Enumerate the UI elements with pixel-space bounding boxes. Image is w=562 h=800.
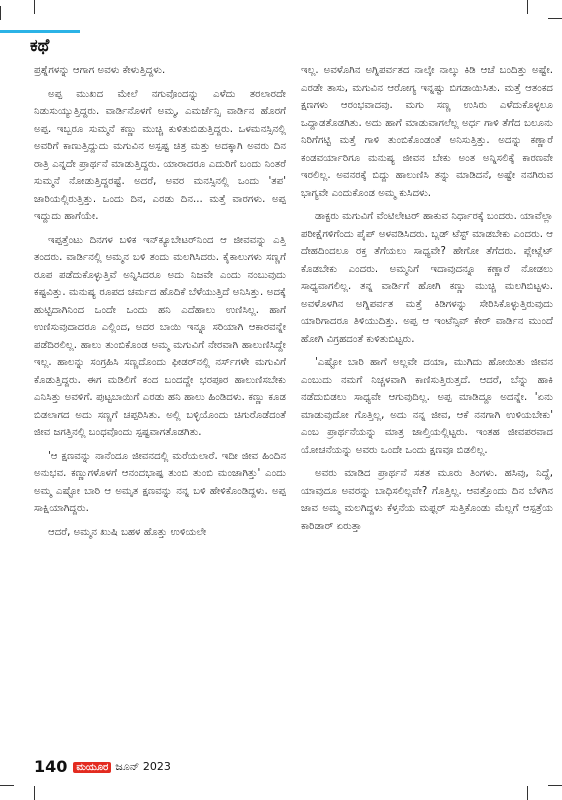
page-header bbox=[0, 30, 562, 64]
crop-mark bbox=[527, 0, 528, 14]
crop-mark bbox=[0, 6, 1, 20]
paragraph: ಇಪ್ಪತ್ತೆಂಟು ದಿನಗಳ ಬಳಿಕ ಇನ್‌ಕ್ಯೂಬೇಟರ್‌ನಿಂದ ಆ ಜೀವವನ್ನು ಎತ್ತಿ ತಂದರು. ವಾರ್ಡಿನಲ್ಲಿ ಅಮ್ಮನ ಬಳಿ ತಂದು ಮಲಗಿಸಿದರು. ಕೈಕಾಲುಗಳು ಸಣ್ಣಗೆ ರೂಪ ಪಡೆದುಕೊಳ್ಳುತ್ತಿವೆ ಅನ್ನಿಸಿದರೂ ಅದು ನಿಜವೇ ಎಂದು ನಂಬುವುದು ಕಷ್ಟವಿತ್ತು. ಮನುಷ್ಯ ರೂಪದ ಚರ್ಮದ ಹೊದಿಕೆ ಬೆಳೆಯುತ್ತಿದೆ ಅನಿಸಿತ್ತು. ಅದಕ್ಕೆ ಹುಟ್ಟಿದಾಗಿನಿಂದ ಒಂದೇ ಒಂದು ಹನಿ ಎದೆಹಾಲು ಉಣಿಸಿಲ್ಲ. ಹಾಗೆ ಉಣಿಸುವುದಾದರೂ ಎಲ್ಲಿಂದ, ಅದರ ಬಾಯಿ ಇನ್ನೂ ಸರಿಯಾಗಿ ಆಕಾರವನ್ನೇ ಪಡೆದಿರಲಿಲ್ಲ. ಹಾಲು ತುಂಬಿಕೊಂಡ ಅಮ್ಮ ಮಗುವಿಗೆ ನೇರವಾಗಿ ಹಾಲುಣಿಸಿದ್ದೇ ಇಲ್ಲ. ಹಾಲನ್ನು ಸಂಗ್ರಹಿಸಿ ಸಣ್ಣದೊಂದು ಫೀಡರ್‌ನಲ್ಲಿ ನರ್ಸ್‌ಗಳೇ ಮಗುವಿಗೆ ಕೊಡುತ್ತಿದ್ದರು. ಈಗ ಮಡಿಲಿಗೆ ಕಂದ ಬಂದದ್ದೇ ಭರಪೂರ ಹಾಲುಣಿಸಬೇಕು ಎನಿಸಿತ್ತು ಅವಳಿಗೆ. ಪುಟ್ಟಬಾಯಿಗೆ ಎರಡು ಹನಿ ಹಾಲು ಹಿಂಡಿದಳು. ಕಣ್ಣು ಕೂಡ ಬಿಡಲಾಗದ ಅದು ಸಣ್ಣಗೆ ಚಪ್ಪರಿಸಿತು. ಅಲ್ಲಿ ಬಳ್ಳಿಯೊಂದು ಚಿಗುರೊಡೆದಂತೆ ಜೀವ ಜಗತ್ತಿನಲ್ಲಿ ಬಂಧವೊಂದು ಸ್ಪಷ್ಟವಾಗತೊಡಗಿತು. bbox=[34, 234, 286, 438]
paragraph: 'ಆ ಕ್ಷಣವನ್ನು ನಾನೆಂದೂ ಜೀವನದಲ್ಲಿ ಮರೆಯಲಾರೆ. ಇದೀ ಜೀವ ಹಿಂದಿನ ಅನುಭವ. ಕಣ್ಣುಗಳೊಳಗೆ ಆನಂದಭಾಷ್ಪ ತುಂಬಿ ತುಂಬಿ ಮಂಜಾಗಿತ್ತು' ಎಂದು ಅಮ್ಮ ಎಷ್ಟೋ ಬಾರಿ ಆ ಅಮೃತ ಕ್ಷಣವನ್ನು ನನ್ನ ಬಳಿ ಹೇಳಿಕೊಂಡಿದ್ದಳು. ಅಪ್ಪ ಸಾಕ್ಷಿಯಾಗಿದ್ದರು. bbox=[34, 450, 286, 514]
paragraph: 'ಎಷ್ಟೋ ಬಾರಿ ಹಾಗೆ ಅಲ್ಲವೇ ದಯಾ, ಮುಗಿದು ಹೋಯಿತು ಜೀವನ ಎಂಬುದು ನಮಗೆ ನಿಚ್ಚಳವಾಗಿ ಕಾಣಿಸುತ್ತಿರುತ್ತದೆ. ಆದರೆ, ಬೆನ್ನು ಹಾಕಿ ನಡೆದುಬಿಡಲು ಸಾಧ್ಯವೇ ಆಗುವುದಿಲ್ಲ. ಅಪ್ಪ ಮಾಡಿದ್ದೂ ಅದನ್ನೇ. 'ಏನು ಮಾಡುವುದೋ ಗೊತ್ತಿಲ್ಲ, ಅದು ನನ್ನ ಜೀವ, ಆಕೆ ನನಗಾಗಿ ಉಳಿಯಬೇಕು' ಎಂಬ ಪ್ರಾರ್ಥನೆಯನ್ನು ಮಾತ್ರ ಜಾಲ್ತಿಯಲ್ಲಿಟ್ಟರು. ಇಂತಹ ಜೀವಪರವಾದ ಯೋಚನೆಯನ್ನು ಅವರು ಒಂದೇ ಒಂದು ಕ್ಷಣವೂ ಬಿಡಲಿಲ್ಲ. bbox=[301, 357, 553, 456]
crop-mark bbox=[34, 786, 35, 800]
paragraph: ಅಪ್ಪ ಮುಖದ ಮೇಲೆ ನಗುವೊಂದನ್ನು ಎಳೆದು ತರಲಾರದೇ ನಿಡುಸುಯ್ಯುತ್ತಿದ್ದರು. ವಾರ್ಡಿನೊಳಗೆ ಅಮ್ಮ, ಎಮರ್ಜೆನ್ಸಿ ವಾರ್ಡಿನ ಹೊರಗೆ ಅಪ್ಪ. ಇಬ್ಬರೂ ಸುಮ್ಮನೆ ಕಣ್ಣು ಮುಚ್ಚಿ ಕುಳಿತುಬಿಡುತ್ತಿದ್ದರು. ಒಳಮನಸ್ಸಿನಲ್ಲಿ ಅವರಿಗೆ ಕಾಣುತ್ತಿದ್ದುದು ಮಗುವಿನ ಅಸ್ಪಷ್ಟ ಚಿತ್ರ ಮತ್ತು ಅದಕ್ಕಾಗಿ ಅವರು ದಿನ ರಾತ್ರಿ ಎನ್ನದೇ ಪ್ರಾರ್ಥನೆ ಮಾಡುತ್ತಿದ್ದರು. ಯಾರಾದರೂ ಎದುರಿಗೆ ಬಂದು ನಿಂತರೆ ಸುಮ್ಮನೆ ನೋಡುತ್ತಿದ್ದರಷ್ಟೆ. ಅದರೆ, ಅವರ ಮನಸ್ಸಿನಲ್ಲಿ ಒಂದು 'ತಪ' ಜಾರಿಯಲ್ಲಿರುತ್ತಿತ್ತು. ಒಂದು ದಿನ, ಎರಡು ದಿನ... ಮತ್ತೆ ವಾರಗಳು. ಅಪ್ಪ ಇದ್ದುದು ಹಾಗೆಯೇ. bbox=[34, 88, 286, 222]
section-title: ಕಥೆ bbox=[30, 36, 50, 56]
page-footer bbox=[34, 757, 171, 779]
crop-mark bbox=[527, 786, 528, 800]
crop-mark bbox=[548, 18, 562, 19]
paragraph: ಇಲ್ಲ. ಅವಳೊಗಿನ ಅಗ್ನಿಪರ್ವತದ ನಾಲ್ಕೇ ನಾಲ್ಕು ಕಿಡಿ ಆಚೆ ಬಂದಿತ್ತು ಅಷ್ಟೇ. ಎರಡೇ ತಾಸು, ಮಗುವಿನ ಆರೋಗ್ಯ ಇನ್ನಷ್ಟು ಬಿಗಡಾಯಿಸಿತು. ಮತ್ತೆ ಆತಂಕದ ಕ್ಷಣಗಳು ಆರಂಭವಾದವು. ಮಗು ಸಣ್ಣ ಉಸಿರು ಎಳೆದುಕೊಳ್ಳಲೂ ಒದ್ದಾಡತೊಡಗಿತು. ಅದು ಹಾಗೆ ಮಾಡುವಾಗಲೆಲ್ಲ ಅರ್ಧ ಗಾಳಿ ತೆಗೆದ ಬಲೂನು ನಿರಿಗೆಗಟ್ಟಿ ಮತ್ತೆ ಗಾಳಿ ತುಂಬಿಕೊಂಡಂತೆ ಅನಿಸುತ್ತಿತ್ತು. ಅದನ್ನು ಕಣ್ಣಾರೆ ಕಂಡವರ್ಯಾರಿಗೂ ಮನುಷ್ಯ ಜೀವನ ಬೇಕು ಅಂತ ಅನ್ನಿಸಲಿಕ್ಕೆ ಕಾರಣವೇ ಇರಲಿಲ್ಲ. ಅವನರಕ್ಕೆ ಬಿದ್ದು ಹಾಲುಣಿಸಿ ತನ್ನು ಮಾಡಿದನೆ, ಅಷ್ಟೇ ನನಗಿರುವ ಭಾಗ್ಯವೇ ಎಂದುಕೊಂಡ ಅಮ್ಮ ಕುಸಿದಳು. bbox=[301, 65, 553, 199]
left-column bbox=[34, 62, 286, 742]
right-column bbox=[301, 62, 553, 742]
crop-mark bbox=[34, 0, 35, 14]
crop-mark bbox=[0, 785, 14, 786]
paragraph: ಆದರೆ, ಅಮ್ಮನ ಖುಷಿ ಬಹಳ ಹೊತ್ತು ಉಳಿಯಲೇ bbox=[48, 526, 207, 538]
paragraph: ಪ್ರಶ್ನೆಗಳನ್ನು ಆಗಾಗ ಅವಳು ಕೇಳುತ್ತಿದ್ದಳು. bbox=[34, 65, 166, 76]
magazine-logo: ಮಯೂರ bbox=[73, 762, 111, 773]
accent-bar bbox=[0, 30, 80, 33]
issue-date: ಜೂನ್ 2023 bbox=[115, 760, 171, 773]
crop-mark bbox=[548, 785, 562, 786]
paragraph: ಅವರು ಮಾಡಿದ ಪ್ರಾರ್ಥನೆ ಸತತ ಮೂರು ತಿಂಗಳು. ಹಸಿವು, ನಿದ್ದೆ, ಯಾವುದೂ ಅವರನ್ನು ಬಾಧಿಸಲಿಲ್ಲವೇ? ಗೊತ್ತಿಲ್ಲ. ಆವತ್ತೊಂದು ದಿನ ಬೆಳಗಿನ ಜಾವ ಅಮ್ಮ ಮಲಗಿದ್ದಳು ಕೆಳ್ತನೆಯ ಮಫ್ಲರ್ ಸುತ್ತಿಕೊಂಡು ಮೆಲ್ಲಗೆ ಆಸ್ಪತ್ರೆಯ ಕಾರಿಡಾರ್ ಏರುತ್ತಾ bbox=[301, 468, 553, 532]
paragraph: ಡಾಕ್ಟರು ಮಗುವಿಗೆ ವೆಂಟಿಲೇಟರ್ ಹಾಕುವ ನಿರ್ಧಾರಕ್ಕೆ ಬಂದರು. ಯಾವೆಲ್ಲಾ ಪರೀಕ್ಷೆಗಳಿಗೆಂದು ಪೈಪ್ ಅಳವಡಿಸಿದರು. ಬ್ಲಡ್ ಟೆಸ್ಟ್ ಮಾಡಬೇಕು ಎಂದರು. ಆ ದೇಹದಿಂದಲೂ ರಕ್ತ ತೆಗೆಯಲು ಸಾಧ್ಯವೇ? ಹೇಗೋ ತೆಗೆದರು. ಪ್ಲೇಟ್ಲೆಟ್ ಕೊಡಬೇಕು ಎಂದರು. ಅಮ್ಮನಿಗೆ ಇದಾವುದನ್ನೂ ಕಣ್ಣಾರೆ ನೋಡಲು ಸಾಧ್ಯವಾಗಲಿಲ್ಲ. ತನ್ನ ವಾರ್ಡಿಗೆ ಹೋಗಿ ಕಣ್ಣು ಮುಚ್ಚಿ ಮಲಗಿಬಿಟ್ಟಳು. ಅವಳೊಳಗಿನ ಅಗ್ನಿಪರ್ವತ ಮತ್ತೆ ಕಿಡಿಗಳನ್ನು ಸೇರಿಸಿಕೊಳ್ಳುತ್ತಿರುವುದು ಯಾರಿಗಾದರೂ ತಿಳಿಯುದಿತ್ತು. ಅಪ್ಪ ಆ ಇಂಟೆನ್ಸಿವ್ ಕೇರ್ ವಾರ್ಡಿನ ಮುಂದೆ ಹೋಗಿ ವಿಗ್ರಹದಂತೆ ಕುಳಿತುಬಿಟ್ಟರು. bbox=[301, 211, 553, 345]
page-number: 140 bbox=[34, 757, 68, 776]
